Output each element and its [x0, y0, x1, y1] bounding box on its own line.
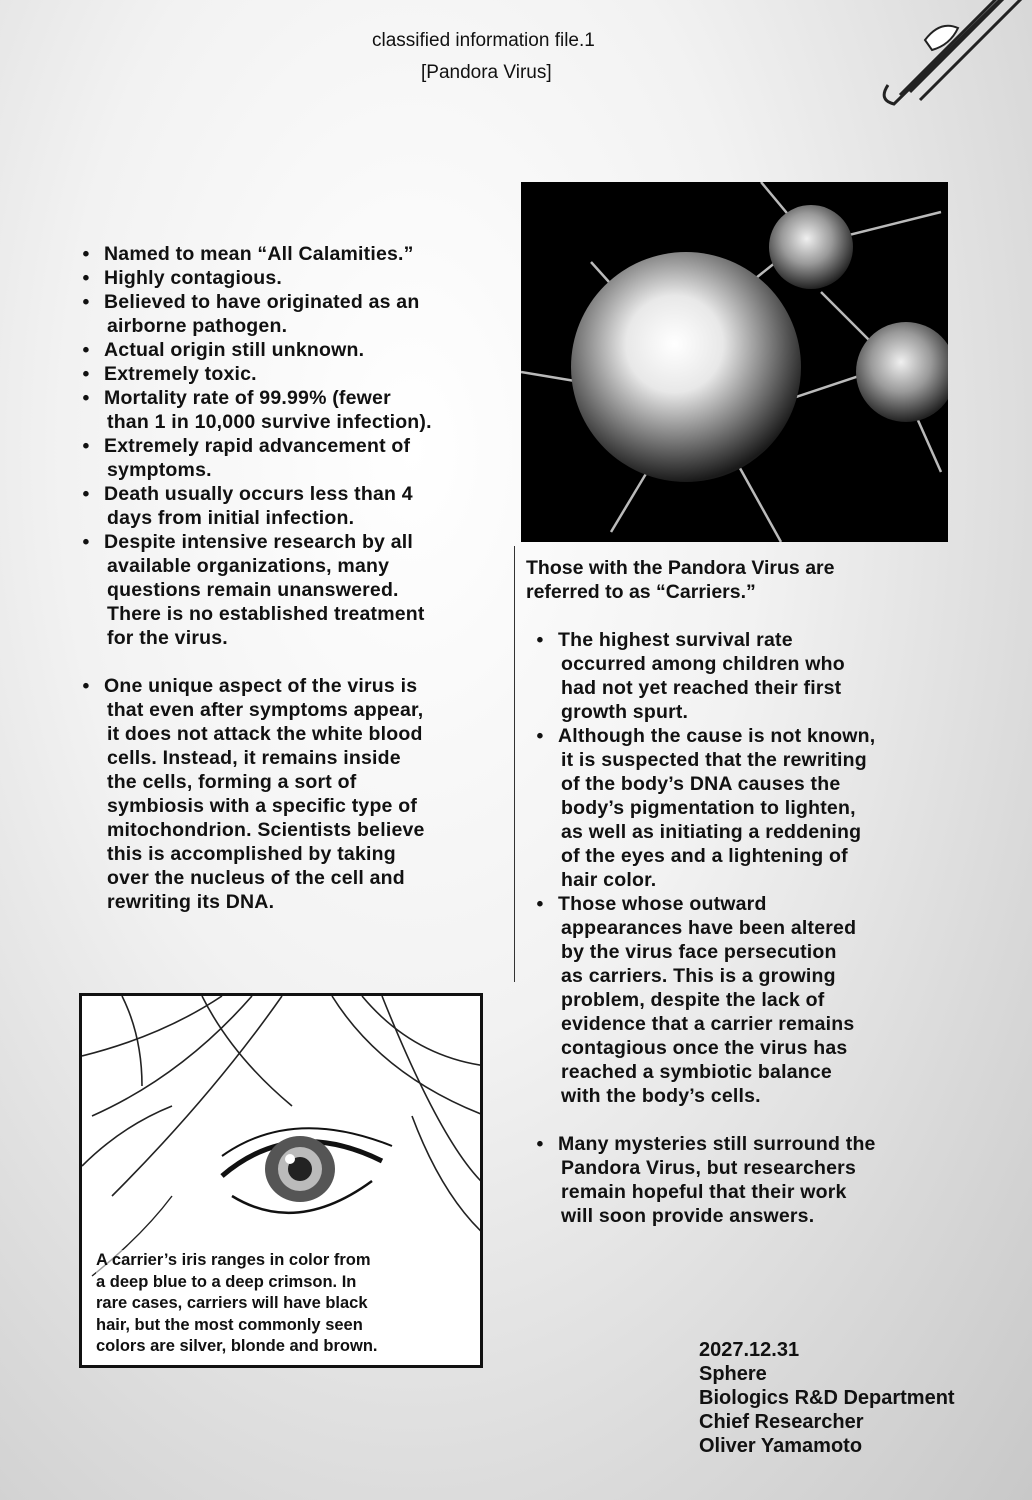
list-item-line: appearances have been altered — [561, 917, 857, 939]
signature-title: Chief Researcher — [699, 1411, 864, 1433]
bullet-icon: • — [536, 629, 544, 651]
header-title: [Pandora Virus] — [421, 62, 552, 83]
list-item-line: occurred among children who — [561, 653, 845, 675]
list-item-line: remain hopeful that their work — [561, 1181, 847, 1203]
list-item-line: Extremely toxic. — [104, 363, 257, 385]
list-item-line: rewriting its DNA. — [107, 891, 275, 913]
bullet-icon: • — [82, 483, 90, 505]
list-item-line: The highest survival rate — [558, 629, 793, 651]
list-item — [76, 674, 516, 914]
eye-caption-line: a deep blue to a deep crimson. In — [96, 1272, 357, 1291]
list-item-line: than 1 in 10,000 survive infection). — [107, 411, 432, 433]
list-item-line: symbiosis with a specific type of — [107, 795, 418, 817]
eye-caption-line: hair, but the most commonly seen — [96, 1315, 363, 1334]
list-item-line: days from initial infection. — [107, 507, 355, 529]
signature-block — [699, 1338, 955, 1458]
bullet-icon: • — [82, 675, 90, 697]
list-item — [76, 530, 516, 650]
list-item-line: the cells, forming a sort of — [107, 771, 357, 793]
bullet-icon: • — [82, 387, 90, 409]
bullet-icon: • — [82, 531, 90, 553]
list-item — [530, 1132, 970, 1228]
list-item-line: it is suspected that the rewriting — [561, 749, 867, 771]
bullet-icon: • — [82, 339, 90, 361]
list-item-line: Actual origin still unknown. — [104, 339, 365, 361]
list-item — [76, 242, 516, 266]
list-item — [76, 434, 516, 482]
virus-facts-list — [76, 242, 516, 914]
list-item-line: available organizations, many — [107, 555, 390, 577]
list-item — [76, 482, 516, 530]
eye-caption-line: rare cases, carriers will have black — [96, 1294, 368, 1312]
virus-cell-illustration — [521, 182, 948, 542]
list-item-line: had not yet reached their first — [561, 677, 842, 699]
bullet-icon: • — [82, 243, 90, 265]
carriers-facts-list — [530, 628, 970, 1228]
list-item — [76, 290, 516, 338]
signature-org: Sphere — [699, 1363, 767, 1385]
bullet-icon: • — [82, 435, 90, 457]
list-item-line: evidence that a carrier remains — [561, 1013, 855, 1035]
list-item-line: Although the cause is not known, — [558, 725, 876, 747]
signature-name: Oliver Yamamoto — [699, 1435, 863, 1457]
list-item — [530, 892, 970, 1108]
list-item-line: cells. Instead, it remains inside — [107, 747, 401, 769]
list-item — [76, 338, 516, 362]
list-item-line: growth spurt. — [561, 701, 689, 723]
carriers-intro — [526, 556, 834, 604]
eye-caption-line: A carrier’s iris ranges in color from — [96, 1251, 371, 1269]
list-item-line: There is no established treatment — [107, 603, 425, 625]
list-item-line: it does not attack the white blood — [107, 723, 423, 745]
signature-date: 2027.12.31 — [699, 1339, 800, 1361]
bullet-icon: • — [82, 363, 90, 385]
list-item-line: Named to mean “All Calamities.” — [104, 243, 414, 265]
bullet-icon: • — [536, 893, 544, 915]
list-item-line: Mortality rate of 99.99% (fewer — [104, 387, 391, 409]
list-item-line: questions remain unanswered. — [107, 579, 399, 601]
list-item-line: Death usually occurs less than 4 — [104, 483, 413, 505]
list-item-line: symptoms. — [107, 459, 212, 481]
list-item-line: Despite intensive research by all — [104, 531, 413, 553]
list-item — [76, 266, 516, 290]
list-item-line: will soon provide answers. — [561, 1205, 815, 1227]
list-item-line: this is accomplished by taking — [107, 843, 396, 865]
list-item-line: as well as initiating a reddening — [561, 821, 862, 843]
carriers-intro-line: referred to as “Carriers.” — [526, 581, 756, 603]
list-item-line: hair color. — [561, 869, 657, 891]
bullet-icon: • — [536, 1133, 544, 1155]
list-item-line: Many mysteries still surround the — [558, 1133, 876, 1155]
list-item-line: of the body’s DNA causes the — [561, 773, 841, 795]
list-item-line: of the eyes and a lightening of — [561, 845, 848, 867]
signature-dept: Biologics R&D Department — [699, 1387, 955, 1409]
carriers-intro-line: Those with the Pandora Virus are — [526, 557, 835, 579]
list-item-line: One unique aspect of the virus is — [104, 675, 418, 697]
list-item — [76, 362, 516, 386]
list-item-line: airborne pathogen. — [107, 315, 288, 337]
list-item-line: over the nucleus of the cell and — [107, 867, 405, 889]
list-item — [76, 386, 516, 434]
list-item-line: mitochondrion. Scientists believe — [107, 819, 425, 841]
eye-caption-line: colors are silver, blonde and brown. — [96, 1337, 378, 1355]
list-item — [530, 628, 970, 724]
bullet-icon: • — [82, 291, 90, 313]
list-item-line: reached a symbiotic balance — [561, 1061, 832, 1083]
list-item-line: for the virus. — [107, 627, 228, 649]
list-item-line: Believed to have originated as an — [104, 291, 420, 313]
header-classification: classified information file.1 — [372, 30, 595, 51]
list-item-line: contagious once the virus has — [561, 1037, 848, 1059]
list-item-line: Highly contagious. — [104, 267, 283, 289]
list-item-line: body’s pigmentation to lighten, — [561, 797, 856, 819]
list-item-line: with the body’s cells. — [561, 1085, 761, 1107]
column-divider — [514, 546, 515, 982]
eye-caption — [96, 1250, 478, 1358]
list-item-line: Extremely rapid advancement of — [104, 435, 411, 457]
bullet-icon: • — [536, 725, 544, 747]
list-item-line: by the virus face persecution — [561, 941, 837, 963]
bullet-icon: • — [82, 267, 90, 289]
list-item-line: Those whose outward — [558, 893, 767, 915]
list-item-line: problem, despite the lack of — [561, 989, 825, 1011]
list-item-line: Pandora Virus, but researchers — [561, 1157, 857, 1179]
list-item-line: as carriers. This is a growing — [561, 965, 836, 987]
list-item — [530, 724, 970, 892]
paper-clip-icon — [880, 0, 1030, 110]
list-item-line: that even after symptoms appear, — [107, 699, 424, 721]
